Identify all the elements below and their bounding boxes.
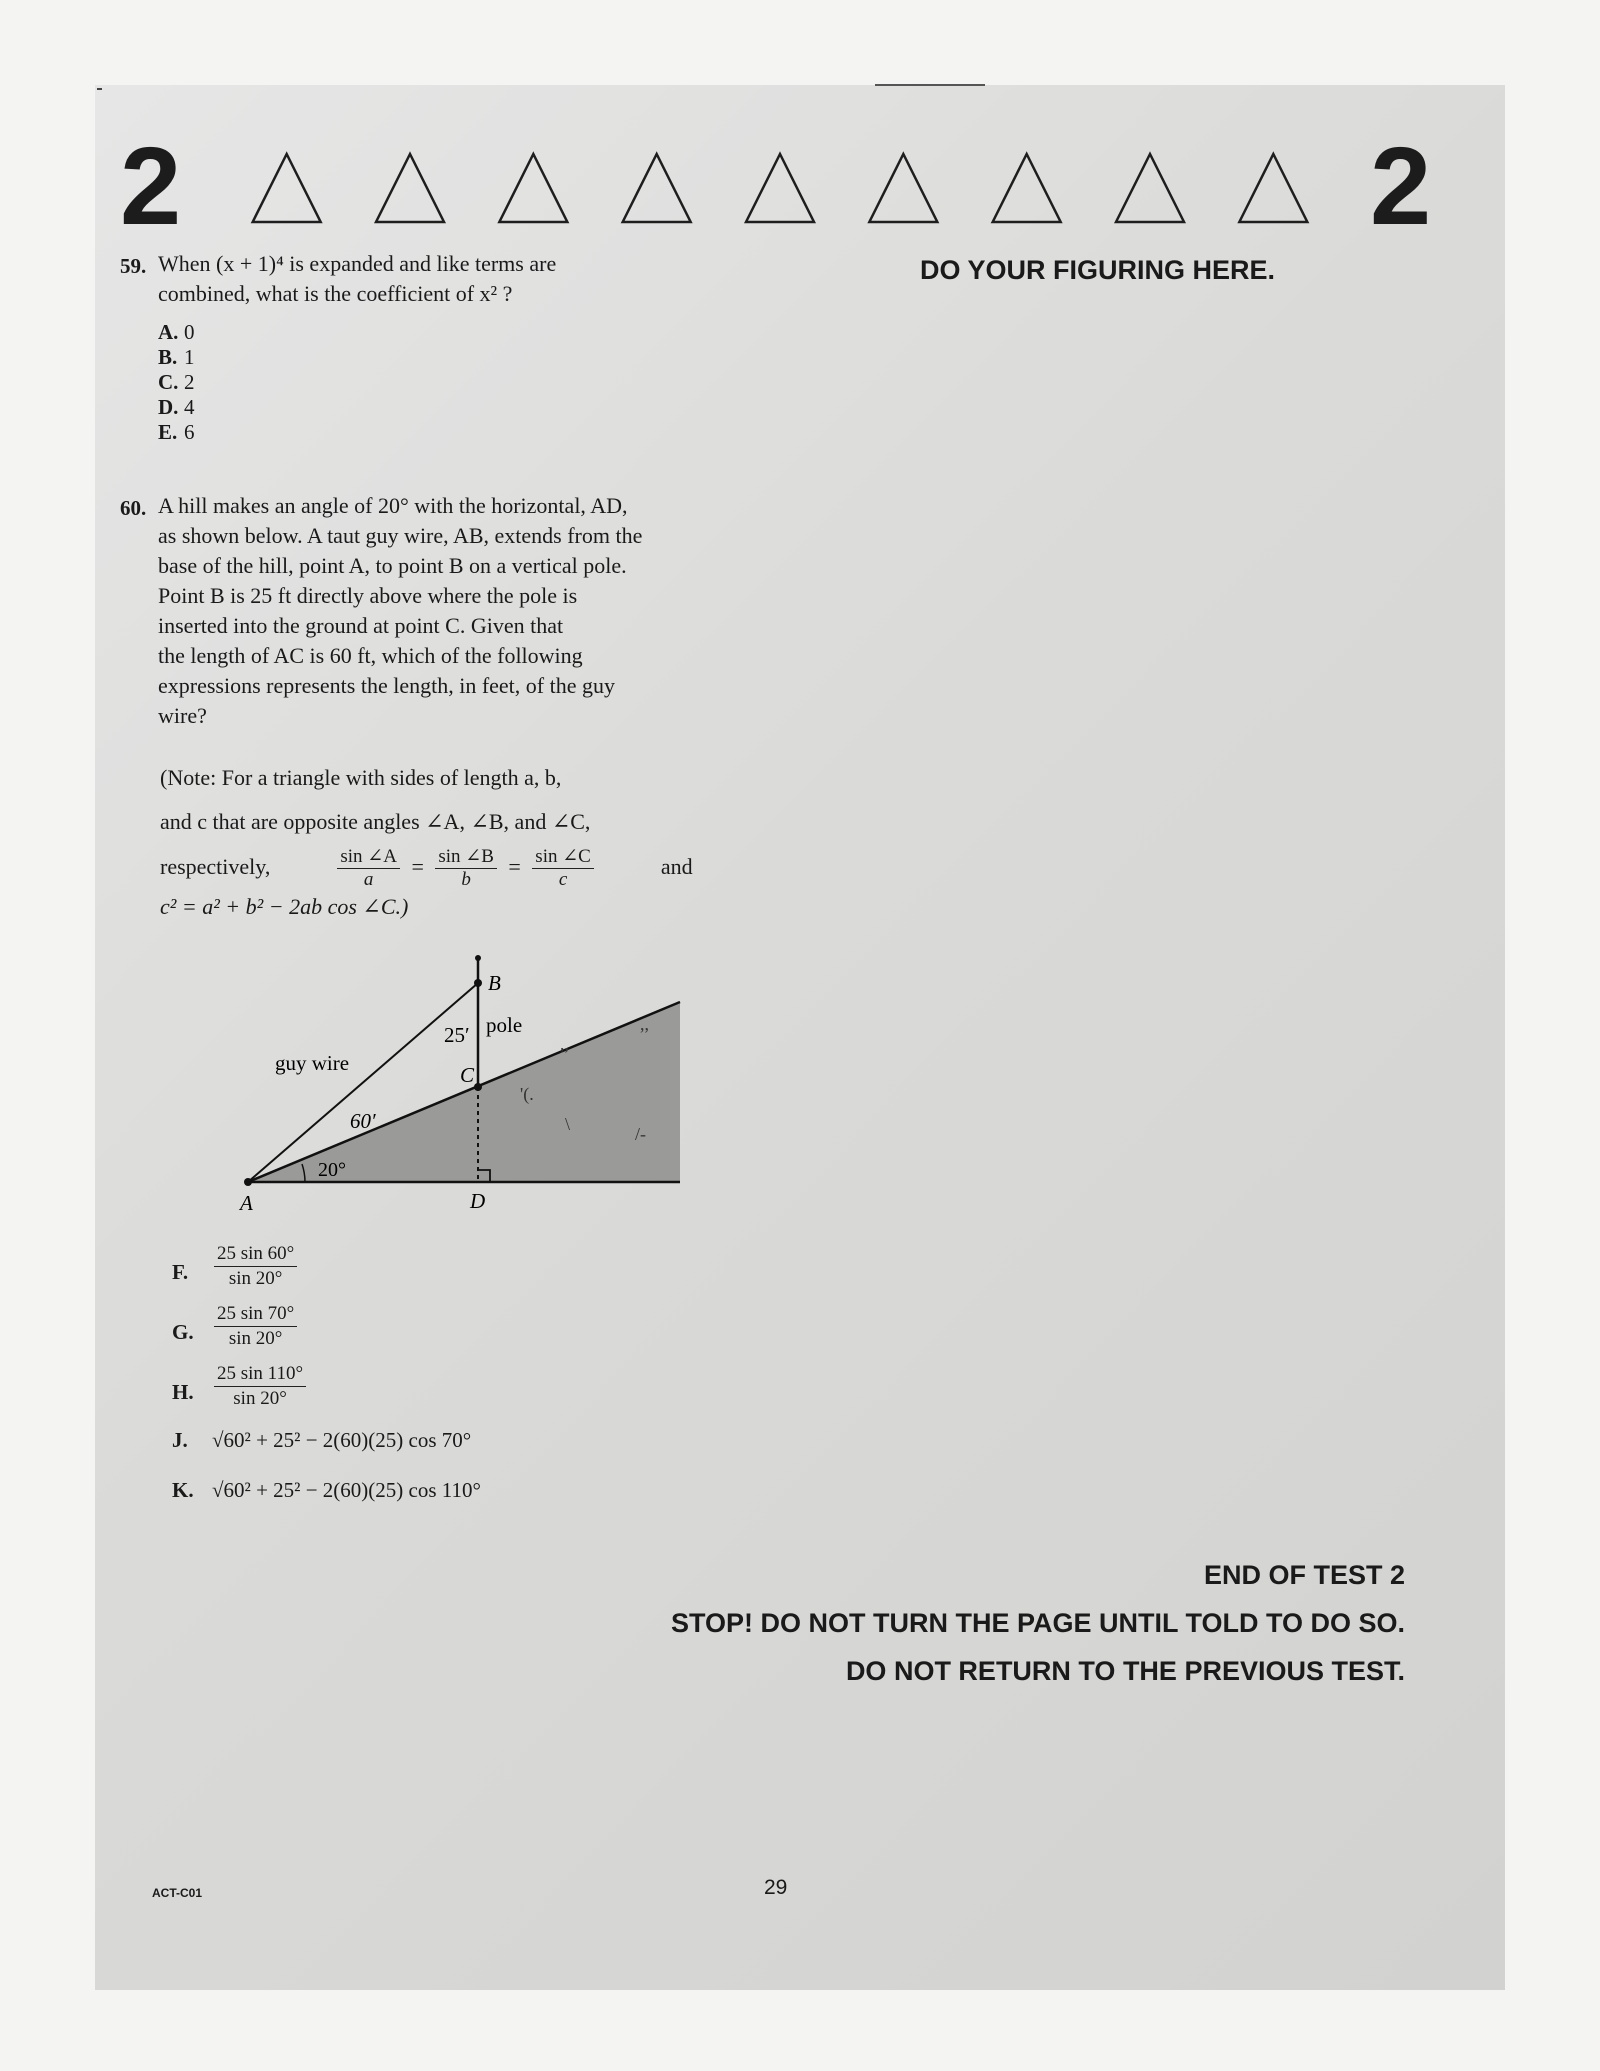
q60-line-8: wire? <box>158 703 207 728</box>
choice-fraction <box>214 1242 297 1291</box>
q59-number: 59. <box>120 254 147 278</box>
q60-number: 60. <box>120 496 147 520</box>
triangle-icon <box>623 154 691 222</box>
point-a-dot <box>244 1178 252 1186</box>
note-law-of-cosines: c² = a² + b² − 2ab cos ∠C.) <box>160 894 409 919</box>
law-sines-c <box>532 846 594 891</box>
q59-text-line1: When (x + 1)⁴ is expanded and like terms are <box>158 251 557 276</box>
note-line1: (Note: For a triangle with sides of length a, b, <box>160 765 562 790</box>
frac-num: sin ∠A <box>337 846 400 869</box>
triangle-icon <box>746 154 814 222</box>
frac-den: b <box>461 869 471 891</box>
q60-line-7: expressions represents the length, in feet, of the guy <box>158 673 615 698</box>
triangle-row <box>225 148 1335 228</box>
choice-letter: A. <box>158 320 179 344</box>
label-c: C <box>460 1063 475 1087</box>
choice-value: 4 <box>184 395 195 419</box>
grass-mark: ,, <box>640 1014 649 1034</box>
frac-den: sin 20° <box>228 1328 283 1349</box>
frac-den: c <box>558 869 568 891</box>
choice-letter: H. <box>172 1380 194 1404</box>
figuring-note: DO YOUR FIGURING HERE. <box>920 255 1276 285</box>
frac-den: a <box>363 869 374 891</box>
page-number: 29 <box>764 1876 788 1899</box>
label-a: A <box>240 1191 253 1215</box>
figure-graphic <box>230 950 700 1225</box>
point-c-dot <box>474 1083 482 1091</box>
q59-choice-e[interactable] <box>158 420 195 445</box>
q59-choice-a[interactable] <box>158 320 195 345</box>
triangle-icon <box>1239 154 1307 222</box>
frac-num: sin ∠B <box>435 846 497 869</box>
section-number-left: 2 <box>120 125 182 248</box>
label-25: 25′ <box>444 1023 470 1047</box>
point-b-dot <box>474 979 482 987</box>
label-20: 20° <box>318 1159 346 1181</box>
choice-expression: √60² + 25² − 2(60)(25) cos 70° <box>212 1428 472 1452</box>
label-guy-wire: guy wire <box>275 1051 350 1075</box>
label-pole: pole <box>486 1013 523 1037</box>
corner-mark <box>97 88 102 90</box>
q60-line-6: the length of AC is 60 ft, which of the following <box>158 643 583 668</box>
frac-num: 25 sin 60° <box>214 1242 297 1267</box>
stop-notice: STOP! DO NOT TURN THE PAGE UNTIL TOLD TO DO SO. <box>670 1608 1405 1638</box>
q60-choice-f[interactable] <box>172 1242 572 1302</box>
note-line2: and c that are opposite angles ∠A, ∠B, and ∠C, <box>160 809 591 834</box>
triangle-row-graphic <box>225 148 1335 228</box>
q60-line-3: base of the hill, point A, to point B on a vertical pole. <box>158 553 627 578</box>
frac-den: sin 20° <box>233 1388 287 1409</box>
choice-value: 0 <box>184 320 195 344</box>
label-d: D <box>470 1189 486 1213</box>
choice-value: 6 <box>184 420 195 444</box>
do-not-return-notice: DO NOT RETURN TO THE PREVIOUS TEST. <box>845 1656 1405 1686</box>
frac-den: sin 20° <box>228 1268 283 1289</box>
choice-fraction <box>214 1362 306 1411</box>
q60-choice-k[interactable] <box>172 1478 672 1508</box>
equals-sign: = <box>508 854 521 879</box>
choice-letter: J. <box>172 1428 188 1452</box>
choice-value: 2 <box>184 370 195 394</box>
triangle-icon <box>376 154 444 222</box>
grass-mark: /- <box>635 1124 646 1144</box>
choice-letter: D. <box>158 395 179 419</box>
note-respectively: respectively, <box>160 854 271 879</box>
triangle-icon <box>869 154 937 222</box>
choice-value: 1 <box>184 345 195 369</box>
section-number-right: 2 <box>1370 125 1432 248</box>
frac-num: 25 sin 70° <box>214 1302 297 1327</box>
q60-choice-j[interactable] <box>172 1428 672 1458</box>
q60-choice-h[interactable] <box>172 1362 572 1422</box>
q60-line-1: A hill makes an angle of 20° with the horizontal, AD, <box>158 493 628 518</box>
choice-letter: B. <box>158 345 178 369</box>
triangle-icon <box>499 154 567 222</box>
q59-choice-d[interactable] <box>158 395 195 420</box>
choice-letter: F. <box>172 1260 189 1284</box>
q59-choice-c[interactable] <box>158 370 195 395</box>
choice-letter: K. <box>172 1478 194 1502</box>
top-mark <box>875 84 985 86</box>
q59-text-line2: combined, what is the coefficient of x² ? <box>158 281 513 306</box>
q60-line-4: Point B is 25 ft directly above where the pole is <box>158 583 578 608</box>
choice-expression: √60² + 25² − 2(60)(25) cos 110° <box>212 1478 481 1502</box>
hill-pole-figure <box>230 950 700 1225</box>
grass-mark: ,, <box>560 1034 569 1054</box>
choice-fraction <box>214 1302 297 1351</box>
footer-code: ACT-C01 <box>152 1886 203 1900</box>
choice-letter: E. <box>158 420 178 444</box>
grass-mark: '(. <box>520 1084 534 1104</box>
frac-num: 25 sin 110° <box>214 1362 306 1387</box>
law-sines-b <box>435 846 497 891</box>
q60-line-2: as shown below. A taut guy wire, AB, extends from the <box>158 523 643 548</box>
pole-top-dot <box>475 955 481 961</box>
label-60: 60′ <box>350 1109 376 1133</box>
frac-num: sin ∠C <box>532 846 594 869</box>
q60-line-5: inserted into the ground at point C. Given that <box>158 613 564 638</box>
end-of-test: END OF TEST 2 <box>1203 1560 1405 1590</box>
choice-letter: C. <box>158 370 179 394</box>
triangle-icon <box>1116 154 1184 222</box>
choice-letter: G. <box>172 1320 194 1344</box>
triangle-icon <box>993 154 1061 222</box>
grass-mark: \ <box>565 1114 571 1134</box>
q60-choice-g[interactable] <box>172 1302 572 1362</box>
note-and: and <box>660 854 693 879</box>
triangle-icon <box>253 154 321 222</box>
equals-sign: = <box>411 854 424 879</box>
label-b: B <box>488 971 501 995</box>
q59-choice-b[interactable] <box>158 345 195 370</box>
